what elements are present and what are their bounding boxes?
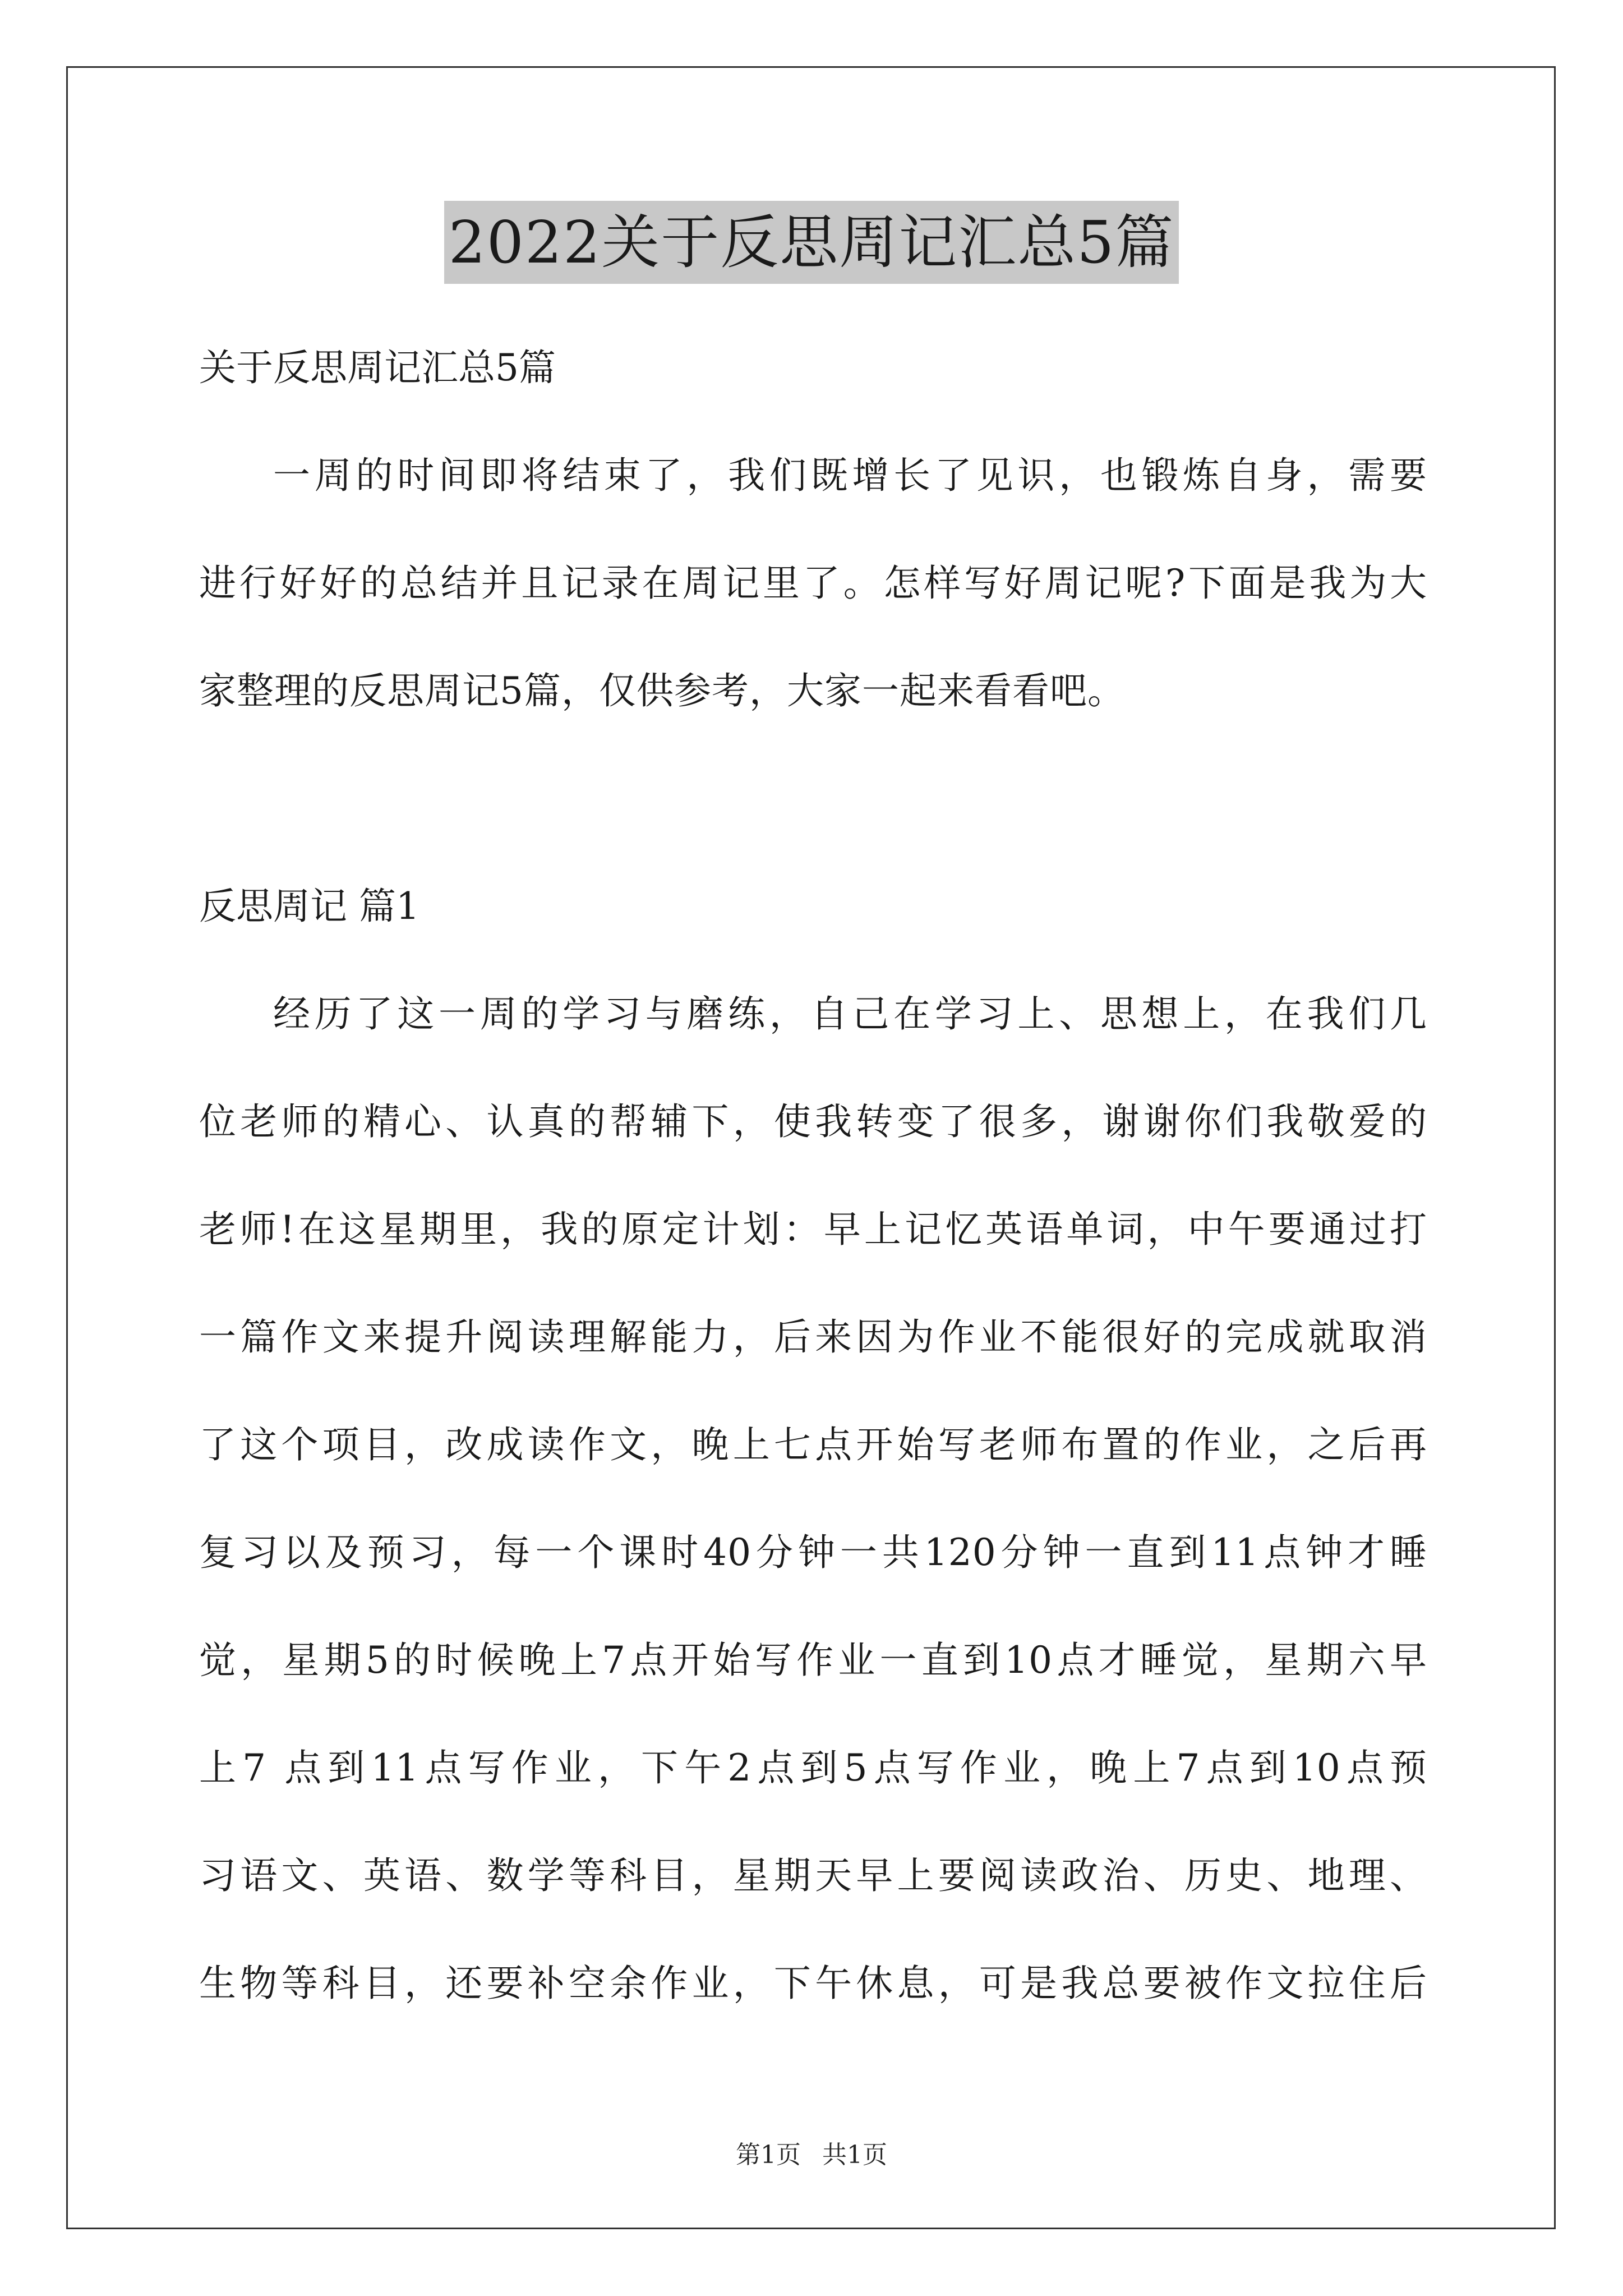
section-line: 经历了这一周的学习与磨练，自己在学习上、思想上，在我们几 [273, 992, 1427, 1036]
intro-line: 进行好好的总结并且记录在周记里了。怎样写好周记呢?下面是我为大 [199, 562, 1427, 605]
intro-line: 一周的时间即将结束了，我们既增长了见识，也锻炼自身，需要 [273, 454, 1427, 497]
section-line: 了这个项目，改成读作文，晚上七点开始写老师布置的作业，之后再 [199, 1423, 1427, 1466]
section-line: 一篇作文来提升阅读理解能力，后来因为作业不能很好的完成就取消 [199, 1315, 1427, 1359]
section-heading: 反思周记 篇1 [199, 885, 419, 928]
document-body [199, 314, 1427, 2037]
document-title: 2022关于反思周记汇总5篇 [444, 201, 1179, 284]
intro-paragraph [199, 422, 1427, 745]
page-number: 第1页 [736, 2141, 801, 2169]
document-subtitle: 关于反思周记汇总5篇 [199, 346, 556, 389]
intro-line: 家整理的反思周记5篇，仅供参考，大家一起来看看吧。 [199, 669, 1125, 712]
section-line: 位老师的精心、认真的帮辅下，使我转变了很多，谢谢你们我敬爱的 [199, 1100, 1427, 1143]
section-line: 生物等科目，还要补空余作业，下午休息，可是我总要被作文拉住后 [199, 1962, 1427, 2005]
section-line: 习语文、英语、数学等科目，星期天早上要阅读政治、历史、地理、 [199, 1854, 1427, 1897]
section-line: 复习以及预习，每一个课时40分钟一共120分钟一直到11点钟才睡 [199, 1531, 1427, 1574]
section-line: 上7 点到11点写作业，下午2点到5点写作业，晚上7点到10点预 [199, 1746, 1427, 1789]
section-line: 老师!在这星期里，我的原定计划：早上记忆英语单词，中午要通过打 [199, 1208, 1427, 1251]
section-paragraph [199, 960, 1427, 2037]
title-container [0, 201, 1623, 284]
paragraph-gap [199, 745, 1427, 853]
page-footer [0, 2134, 1623, 2170]
section-line: 觉，星期5的时候晚上7点开始写作业一直到10点才睡觉，星期六早 [199, 1639, 1427, 1682]
page-total: 共1页 [822, 2141, 887, 2169]
